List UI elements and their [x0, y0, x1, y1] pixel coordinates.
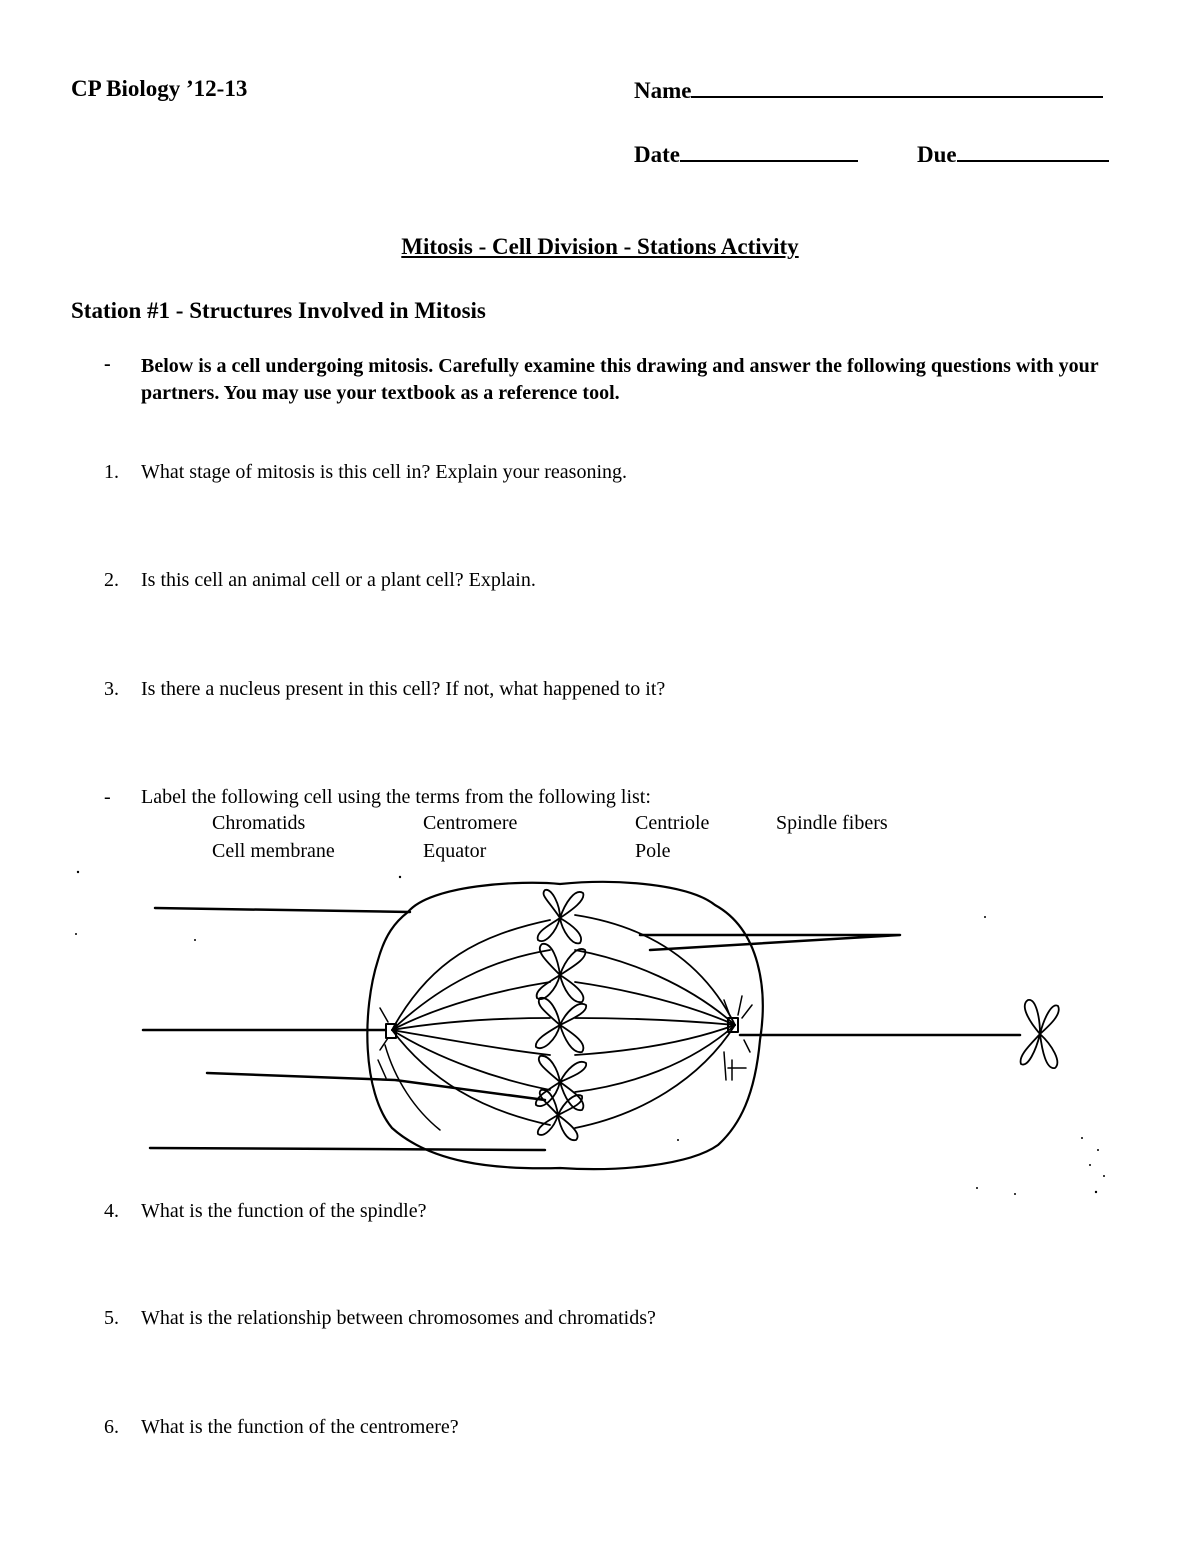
instruction-bullet: - [104, 353, 111, 375]
label-task-bullet: - [104, 786, 111, 808]
question-text: What is the function of the centromere? [141, 1416, 459, 1438]
term-centriole: Centriole [635, 812, 710, 834]
question-number: 3. [104, 678, 119, 700]
question-number: 2. [104, 569, 119, 591]
date-label: Date [634, 142, 680, 167]
label-leader-lines [143, 908, 1020, 1150]
question-text: Is there a nucleus present in this cell? If not, what happened to it? [141, 678, 666, 700]
due-label: Due [917, 142, 957, 167]
question-number: 1. [104, 461, 119, 483]
term-spindle-fibers: Spindle fibers [776, 812, 888, 834]
term-pole: Pole [635, 840, 671, 862]
question-text: What stage of mitosis is this cell in? Explain your reasoning. [141, 461, 628, 483]
label-task-text: Label the following cell using the terms from the following list: [141, 786, 651, 808]
station-heading: Station #1 - Structures Involved in Mitosis [71, 298, 486, 323]
question-text: What is the function of the spindle? [141, 1200, 427, 1222]
question-number: 6. [104, 1416, 119, 1438]
name-label: Name [634, 78, 692, 103]
question-number: 4. [104, 1200, 119, 1222]
term-cell-membrane: Cell membrane [212, 840, 335, 862]
question-number: 5. [104, 1307, 119, 1329]
term-chromatids: Chromatids [212, 812, 306, 834]
term-centromere: Centromere [423, 812, 518, 834]
instruction-text: Below is a cell undergoing mitosis. Carefully examine this drawing and answer the following questions with your partners. You may use your textbook as a reference tool. [141, 355, 1099, 404]
term-equator: Equator [423, 840, 487, 862]
course-title: CP Biology ’12-13 [71, 76, 248, 101]
chromosome-example [1021, 1000, 1059, 1068]
page-title: Mitosis - Cell Division - Stations Activity [401, 234, 799, 259]
question-text: Is this cell an animal cell or a plant cell? Explain. [141, 569, 536, 591]
question-text: What is the relationship between chromosomes and chromatids? [141, 1307, 656, 1329]
chromosomes [536, 890, 586, 1140]
